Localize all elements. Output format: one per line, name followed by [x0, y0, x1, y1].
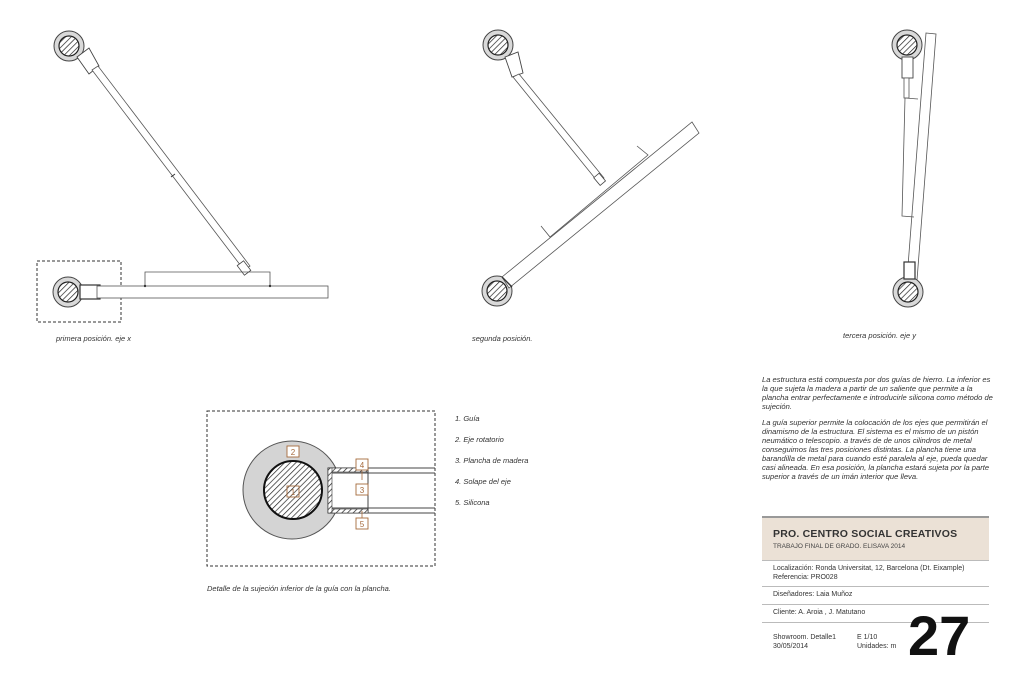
marker-4 [356, 459, 368, 470]
first-rod [92, 66, 251, 275]
caption-first-position: primera posición. eje x [56, 334, 132, 343]
description-paragraph-1: La estructura está compuesta por dos guías de hierro. La inferior es la que sujeta la madera a partir de un saliente que permite a la plancha entrar perfectamente e introducirle silicona como método de sujeción. [762, 375, 993, 411]
sheet-units: Unidades: m [857, 643, 897, 650]
client-text: Cliente: A. Aroia , J. Matutano [773, 609, 866, 616]
legend-item-guide: 1. Guía [455, 414, 480, 423]
legend-item-wood-plank: 3. Plancha de madera [455, 456, 529, 465]
first-top-pivot [54, 31, 99, 74]
second-position-drawing [482, 30, 699, 306]
detail-overlap-side [328, 468, 332, 513]
location-text: Localización: Ronda Universitat, 12, Barcelona (Dt. Eixample) [773, 565, 965, 572]
second-top-pivot [483, 30, 523, 77]
joint-detail-drawing [207, 411, 435, 566]
designers-text: Diseñadores: Laia Muñoz [773, 591, 853, 598]
marker-3-label: 3 [359, 486, 365, 495]
sheet-number: 27 [908, 604, 971, 667]
marker-2-label: 2 [290, 448, 296, 457]
second-plank [502, 122, 699, 288]
sheet-date: 30/05/2014 [773, 643, 809, 650]
title-block-divider [762, 586, 989, 587]
marker-4-label: 4 [359, 461, 365, 470]
third-rod [904, 78, 909, 98]
caption-detail: Detalle de la sujeción inferior de la guía con la plancha. [207, 584, 391, 593]
legend-item-silicone: 5. Silicona [455, 498, 490, 507]
detail-legend [455, 414, 528, 519]
caption-third-position: tercera posición. eje y [843, 331, 916, 340]
reference-text: Referencia: PRO028 [773, 574, 838, 581]
project-title: PRO. CENTRO SOCIAL CREATIVOS [773, 528, 958, 540]
marker-5 [356, 518, 368, 529]
first-position-drawing [37, 31, 328, 322]
legend-item-axis-overlap: 4. Solape del eje [455, 477, 511, 486]
project-subtitle: TRABAJO FINAL DE GRADO. ELISAVA 2014 [773, 543, 906, 550]
marker-5-label: 5 [359, 520, 365, 529]
title-block-header [762, 516, 989, 561]
third-top-pivot [892, 30, 922, 78]
marker-1-label: 1 [290, 488, 296, 497]
third-position-drawing [892, 30, 936, 307]
marker-3 [356, 484, 368, 495]
third-bottom-pivot [893, 262, 923, 307]
description-paragraph-2: La guía superior permite la colocación de los ejes que permitirán el dinamismo de la estructura. El sistema es el mismo de un pistón neumático o telescopio. a través de de unos cilindros de metal conseguimos las tres posiciones distintas. La plancha tiene una barandilla de metal para cuando esté paralela al eje, pueda quedar casi alineada. En esa posición, la plancha estará sujeta por la parte superior a través de un imán interior que lleva. [762, 417, 990, 481]
second-rod [513, 74, 606, 185]
marker-2 [287, 446, 299, 457]
sheet-name: Showroom. Detalle1 [773, 634, 837, 641]
first-plank [97, 272, 328, 298]
caption-second-position: segunda posición. [472, 334, 533, 343]
legend-item-rotary-axis: 2. Eje rotatorio [455, 435, 504, 444]
title-block [762, 516, 989, 666]
structure-description [762, 376, 994, 488]
sheet-scale: E 1/10 [857, 634, 878, 641]
first-bottom-pivot [53, 277, 100, 307]
